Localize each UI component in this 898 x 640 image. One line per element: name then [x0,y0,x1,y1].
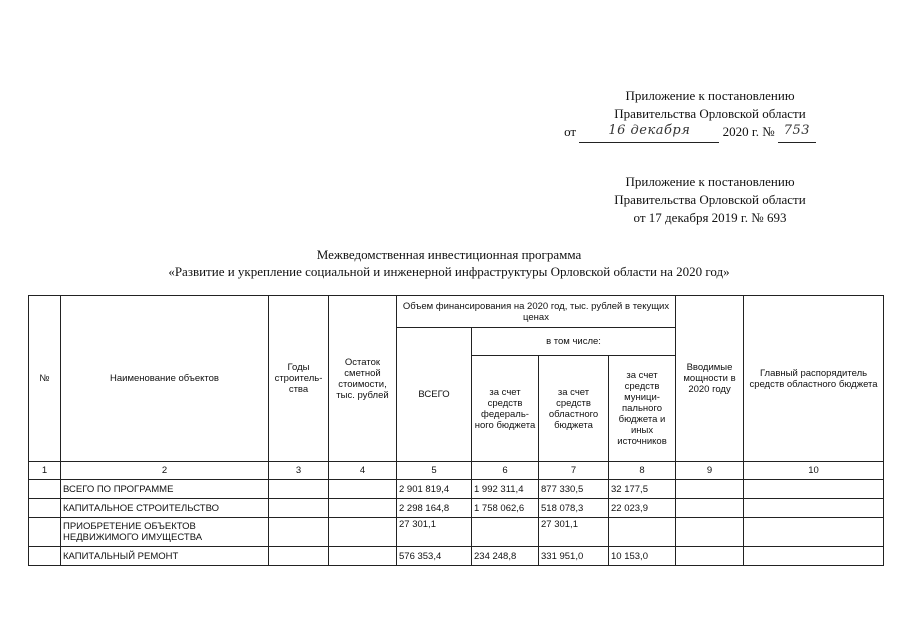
row-capacity [676,547,744,566]
row-federal: 1 758 062,6 [472,499,539,518]
col-number: 10 [744,462,884,480]
row-capacity [676,499,744,518]
col-number: 3 [269,462,329,480]
row-municipal: 10 153,0 [609,547,676,566]
prev-appendix-line2: Правительства Орловской области [614,192,806,207]
table-row [29,480,884,499]
row-manager [744,499,884,518]
table-row [29,547,884,566]
col-number: 8 [609,462,676,480]
header-total: ВСЕГО [397,328,472,462]
appendix-line2: Правительства Орловской области [614,106,806,121]
header-regional: за счет средств областного бюджета [539,356,609,462]
row-remainder [329,480,397,499]
row-federal: 1 992 311,4 [472,480,539,499]
row-years [269,518,329,547]
row-total: 576 353,4 [397,547,472,566]
row-municipal [609,518,676,547]
table-row [29,499,884,518]
col-number: 9 [676,462,744,480]
header-no: № [29,296,61,462]
handwritten-number: 753 [778,124,816,143]
row-regional: 518 078,3 [539,499,609,518]
row-no [29,480,61,499]
document-title [0,246,898,280]
row-capacity [676,518,744,547]
prev-appendix-line3: от 17 декабря 2019 г. № 693 [633,210,787,225]
prev-appendix-line1: Приложение к постановлению [625,174,795,189]
from-label: от [564,124,577,139]
row-manager [744,480,884,499]
header-funding: Объем финансирования на 2020 год, тыс. рублей в текущих ценах [397,296,676,328]
row-years [269,499,329,518]
row-years [269,480,329,499]
col-number: 1 [29,462,61,480]
header-capacity: Вводимые мощности в 2020 году [676,296,744,462]
row-name: ПРИОБРЕТЕНИЕ ОБЪЕКТОВ НЕДВИЖИМОГО ИМУЩЕСТВА [61,518,269,547]
header-municipal: за счет средств муници-пального бюджета и иных источников [609,356,676,462]
year-label: 2020 г. № [722,124,775,139]
row-regional: 27 301,1 [539,518,609,547]
row-total: 2 901 819,4 [397,480,472,499]
title-line2: «Развитие и укрепление социальной и инженерной инфраструктуры Орловской области на 2020 год» [168,264,730,279]
row-name: ВСЕГО ПО ПРОГРАММЕ [61,480,269,499]
row-remainder [329,518,397,547]
header-name: Наименование объектов [61,296,269,462]
title-line1: Межведомственная инвестиционная программа [316,247,582,262]
appendix-line1: Приложение к постановлению [625,88,795,103]
handwritten-date: 16 декабря [579,124,719,143]
header-manager: Главный распорядитель средств областного бюджета [744,296,884,462]
header-years: Годы строитель-ства [269,296,329,462]
row-years [269,547,329,566]
investment-program-table [28,295,884,566]
table-row [29,518,884,547]
col-number: 7 [539,462,609,480]
row-federal [472,518,539,547]
row-manager [744,518,884,547]
col-number: 5 [397,462,472,480]
appendix-date-line [520,123,860,143]
col-number: 2 [61,462,269,480]
column-number-row [29,462,884,480]
header-row-1 [29,296,884,328]
current-appendix-header [560,87,860,143]
header-including: в том числе: [472,328,676,356]
row-no [29,499,61,518]
row-municipal: 32 177,5 [609,480,676,499]
header-remainder: Остаток сметной стоимости, тыс. рублей [329,296,397,462]
row-no [29,547,61,566]
row-regional: 331 951,0 [539,547,609,566]
row-manager [744,547,884,566]
col-number: 4 [329,462,397,480]
row-municipal: 22 023,9 [609,499,676,518]
row-federal: 234 248,8 [472,547,539,566]
row-capacity [676,480,744,499]
row-total: 2 298 164,8 [397,499,472,518]
header-federal: за счет средств федераль-ного бюджета [472,356,539,462]
row-remainder [329,499,397,518]
previous-appendix-header [560,173,860,227]
row-remainder [329,547,397,566]
row-no [29,518,61,547]
row-name: КАПИТАЛЬНОЕ СТРОИТЕЛЬСТВО [61,499,269,518]
row-name: КАПИТАЛЬНЫЙ РЕМОНТ [61,547,269,566]
col-number: 6 [472,462,539,480]
row-regional: 877 330,5 [539,480,609,499]
row-total: 27 301,1 [397,518,472,547]
